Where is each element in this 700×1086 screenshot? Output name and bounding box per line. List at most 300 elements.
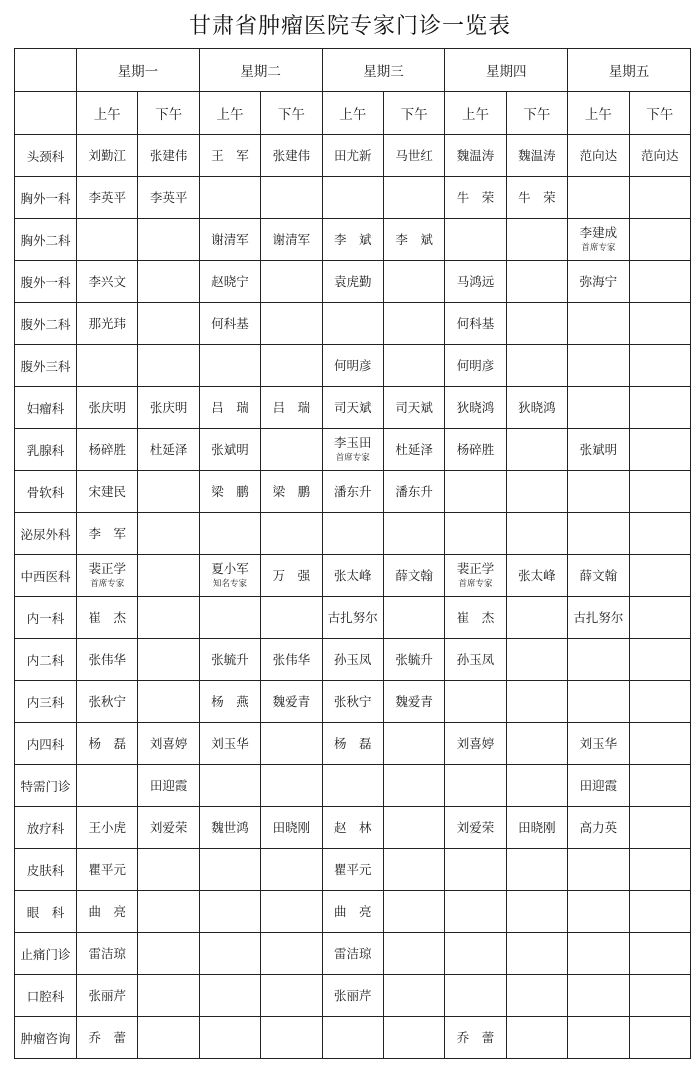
- doctor-cell: [506, 345, 567, 387]
- doctor-cell: [138, 891, 199, 933]
- doctor-cell: [383, 639, 444, 681]
- doctor-cell: [383, 807, 444, 849]
- doctor-name: 魏世鸿: [211, 819, 249, 835]
- doctor-cell: [77, 429, 138, 471]
- doctor-cell: [629, 219, 690, 261]
- doctor-cell: [199, 261, 260, 303]
- doctor-cell: [383, 135, 444, 177]
- doctor-cell: [445, 933, 506, 975]
- doctor-name: 李英平: [149, 189, 188, 205]
- doctor-name: 杨碎胜: [456, 441, 495, 457]
- doctor-cell: [77, 555, 138, 597]
- doctor-name: 万 强: [272, 567, 311, 583]
- doctor-cell: [199, 177, 260, 219]
- table-row: [15, 723, 691, 765]
- doctor-cell: [383, 219, 444, 261]
- doctor-cell: [445, 471, 506, 513]
- doctor-cell: [568, 933, 629, 975]
- doctor-name: 牛 荣: [456, 189, 495, 205]
- doctor-cell: [77, 891, 138, 933]
- slot-header: 下午: [383, 92, 444, 135]
- doctor-cell: [629, 513, 690, 555]
- table-row: [15, 849, 691, 891]
- doctor-cell: [322, 135, 383, 177]
- doctor-cell: [506, 177, 567, 219]
- doctor-cell: [568, 681, 629, 723]
- doctor-name: 杨碎胜: [88, 441, 126, 457]
- doctor-cell: [138, 639, 199, 681]
- doctor-cell: [138, 513, 199, 555]
- doctor-name: 张庆明: [149, 399, 188, 415]
- department-cell: 中西医科: [15, 555, 77, 597]
- doctor-cell: [77, 513, 138, 555]
- doctor-cell: [568, 639, 629, 681]
- doctor-name: 张丽芹: [334, 987, 372, 1003]
- doctor-cell: [445, 849, 506, 891]
- doctor-name: 潘东升: [334, 483, 372, 499]
- doctor-cell: [568, 219, 629, 261]
- doctor-cell: [77, 387, 138, 429]
- doctor-cell: [383, 345, 444, 387]
- doctor-cell: [322, 639, 383, 681]
- doctor-name: 夏小军: [211, 561, 249, 576]
- doctor-name: 张庆明: [88, 399, 126, 415]
- doctor-cell: [568, 303, 629, 345]
- day-header: 星期三: [322, 49, 445, 92]
- doctor-cell: [568, 975, 629, 1017]
- doctor-name: 牛 荣: [518, 189, 556, 205]
- doctor-cell: [199, 849, 260, 891]
- doctor-cell: [138, 177, 199, 219]
- department-cell: 乳腺科: [15, 429, 77, 471]
- doctor-name: 瞿平元: [334, 861, 372, 877]
- doctor-cell: [199, 513, 260, 555]
- doctor-name: 魏爱青: [395, 693, 433, 709]
- doctor-cell: [506, 765, 567, 807]
- doctor-name: 张秋宁: [334, 693, 372, 709]
- doctor-cell: [506, 891, 567, 933]
- doctor-cell: [629, 807, 690, 849]
- doctor-name: 李玉田: [334, 435, 372, 450]
- doctor-cell: [199, 303, 260, 345]
- doctor-cell: [77, 303, 138, 345]
- doctor-name: 裴正学: [88, 561, 126, 576]
- doctor-cell: [568, 471, 629, 513]
- corner-cell: [15, 92, 77, 135]
- department-cell: 泌尿外科: [15, 513, 77, 555]
- corner-cell: [15, 49, 77, 92]
- doctor-name: 梁 鹏: [272, 483, 311, 499]
- doctor-name: 范向达: [579, 147, 618, 163]
- doctor-name: 薛文翰: [395, 567, 433, 583]
- doctor-cell: [199, 471, 260, 513]
- doctor-cell: [506, 681, 567, 723]
- table-row: [15, 471, 691, 513]
- doctor-name: 谢清军: [272, 231, 311, 247]
- doctor-name: 张斌明: [211, 441, 249, 457]
- doctor-cell: [629, 975, 690, 1017]
- doctor-name: 赵晓宁: [211, 273, 249, 289]
- doctor-name: 张建伟: [272, 147, 311, 163]
- doctor-cell: [629, 429, 690, 471]
- doctor-cell: [629, 891, 690, 933]
- doctor-cell: [322, 303, 383, 345]
- doctor-name: 李建成: [579, 225, 618, 240]
- doctor-cell: [445, 639, 506, 681]
- doctor-cell: [629, 681, 690, 723]
- department-cell: 皮肤科: [15, 849, 77, 891]
- doctor-cell: [261, 849, 322, 891]
- doctor-cell: [629, 303, 690, 345]
- doctor-cell: [383, 849, 444, 891]
- doctor-cell: [138, 471, 199, 513]
- doctor-cell: [322, 219, 383, 261]
- doctor-name: 张伟华: [88, 651, 126, 667]
- doctor-name: 谢清军: [211, 231, 249, 247]
- doctor-cell: [77, 177, 138, 219]
- table-row: [15, 303, 691, 345]
- doctor-cell: [199, 345, 260, 387]
- slot-header: 上午: [77, 92, 138, 135]
- doctor-cell: [77, 933, 138, 975]
- doctor-cell: [506, 933, 567, 975]
- doctor-name: 孙玉凤: [456, 651, 495, 667]
- doctor-cell: [445, 681, 506, 723]
- doctor-cell: [506, 471, 567, 513]
- doctor-name: 刘玉华: [579, 735, 618, 751]
- doctor-cell: [383, 933, 444, 975]
- doctor-cell: [629, 345, 690, 387]
- doctor-cell: [199, 429, 260, 471]
- doctor-cell: [322, 1017, 383, 1059]
- doctor-cell: [383, 429, 444, 471]
- doctor-cell: [261, 975, 322, 1017]
- doctor-cell: [445, 1017, 506, 1059]
- doctor-name: 崔 杰: [456, 609, 495, 625]
- doctor-cell: [445, 975, 506, 1017]
- doctor-cell: [568, 345, 629, 387]
- doctor-cell: [629, 933, 690, 975]
- doctor-cell: [568, 1017, 629, 1059]
- doctor-cell: [322, 933, 383, 975]
- schedule-table: [14, 48, 691, 1059]
- department-cell: 内一科: [15, 597, 77, 639]
- doctor-cell: [568, 513, 629, 555]
- doctor-cell: [568, 891, 629, 933]
- doctor-cell: [506, 597, 567, 639]
- doctor-cell: [138, 681, 199, 723]
- doctor-cell: [261, 597, 322, 639]
- department-cell: 腹外二科: [15, 303, 77, 345]
- doctor-name: 马世红: [395, 147, 433, 163]
- doctor-name: 何明彦: [456, 357, 495, 373]
- doctor-name: 田尤新: [334, 147, 372, 163]
- doctor-name: 何科基: [456, 315, 495, 331]
- doctor-cell: [445, 135, 506, 177]
- day-header: 星期四: [445, 49, 568, 92]
- doctor-cell: [506, 1017, 567, 1059]
- doctor-name: 刘喜婷: [149, 735, 188, 751]
- doctor-cell: [138, 135, 199, 177]
- doctor-cell: [322, 429, 383, 471]
- doctor-cell: [445, 513, 506, 555]
- doctor-cell: [77, 681, 138, 723]
- slot-header-row: [15, 92, 691, 135]
- doctor-cell: [445, 303, 506, 345]
- doctor-cell: [383, 555, 444, 597]
- doctor-cell: [199, 1017, 260, 1059]
- doctor-title-note: 首席专家: [458, 579, 493, 589]
- doctor-name: 赵 林: [334, 819, 372, 835]
- doctor-name: 张丽芹: [88, 987, 126, 1003]
- doctor-cell: [629, 471, 690, 513]
- doctor-name: 杜延泽: [149, 441, 188, 457]
- slot-header: 下午: [506, 92, 567, 135]
- table-row: [15, 555, 691, 597]
- department-cell: 内三科: [15, 681, 77, 723]
- doctor-cell: [77, 849, 138, 891]
- doctor-cell: [506, 219, 567, 261]
- doctor-cell: [568, 135, 629, 177]
- doctor-cell: [322, 387, 383, 429]
- doctor-name: 司天斌: [334, 399, 372, 415]
- doctor-cell: [322, 891, 383, 933]
- table-row: [15, 597, 691, 639]
- doctor-name: 裴正学: [456, 561, 495, 576]
- doctor-cell: [629, 135, 690, 177]
- doctor-cell: [77, 471, 138, 513]
- doctor-name: 雷洁琼: [334, 945, 372, 961]
- doctor-cell: [383, 1017, 444, 1059]
- doctor-cell: [77, 723, 138, 765]
- slot-header: 下午: [138, 92, 199, 135]
- doctor-cell: [138, 807, 199, 849]
- doctor-cell: [445, 429, 506, 471]
- table-row: [15, 975, 691, 1017]
- doctor-cell: [138, 555, 199, 597]
- doctor-cell: [629, 261, 690, 303]
- doctor-cell: [261, 345, 322, 387]
- doctor-name: 张毓升: [211, 651, 249, 667]
- doctor-cell: [322, 177, 383, 219]
- doctor-name: 马鸿远: [456, 273, 495, 289]
- doctor-cell: [322, 471, 383, 513]
- doctor-cell: [445, 387, 506, 429]
- doctor-name: 李 斌: [334, 231, 372, 247]
- doctor-name: 何科基: [211, 315, 249, 331]
- slot-header: 下午: [261, 92, 322, 135]
- doctor-name: 田晓刚: [272, 819, 311, 835]
- doctor-cell: [138, 387, 199, 429]
- doctor-cell: [261, 639, 322, 681]
- doctor-name: 李 斌: [395, 231, 433, 247]
- department-cell: 止痛门诊: [15, 933, 77, 975]
- doctor-cell: [199, 639, 260, 681]
- doctor-name: 狄晓鸿: [456, 399, 495, 415]
- table-row: [15, 135, 691, 177]
- doctor-name: 袁虎勤: [334, 273, 372, 289]
- doctor-name: 弥海宁: [579, 273, 618, 289]
- department-cell: 口腔科: [15, 975, 77, 1017]
- doctor-cell: [261, 891, 322, 933]
- doctor-cell: [199, 975, 260, 1017]
- table-row: [15, 387, 691, 429]
- slot-header: 上午: [199, 92, 260, 135]
- doctor-cell: [261, 303, 322, 345]
- doctor-cell: [138, 303, 199, 345]
- department-cell: 内二科: [15, 639, 77, 681]
- table-row: [15, 177, 691, 219]
- doctor-cell: [383, 387, 444, 429]
- doctor-name: 司天斌: [395, 399, 433, 415]
- doctor-cell: [199, 933, 260, 975]
- slot-header: 上午: [322, 92, 383, 135]
- doctor-title-note: 首席专家: [335, 453, 370, 463]
- doctor-title-note: 首席专家: [90, 579, 125, 589]
- doctor-cell: [383, 891, 444, 933]
- doctor-name: 魏爱青: [272, 693, 311, 709]
- doctor-cell: [568, 723, 629, 765]
- doctor-name: 潘东升: [395, 483, 433, 499]
- doctor-cell: [199, 807, 260, 849]
- doctor-name: 李英平: [88, 189, 126, 205]
- table-row: [15, 891, 691, 933]
- doctor-cell: [322, 849, 383, 891]
- doctor-cell: [506, 261, 567, 303]
- page-title: 甘肃省肿瘤医院专家门诊一览表: [188, 14, 511, 39]
- department-cell: 内四科: [15, 723, 77, 765]
- table-row: [15, 429, 691, 471]
- doctor-cell: [199, 597, 260, 639]
- doctor-name: 刘爱荣: [149, 819, 188, 835]
- doctor-cell: [322, 597, 383, 639]
- doctor-cell: [445, 261, 506, 303]
- doctor-name: 田迎霞: [149, 777, 188, 793]
- doctor-cell: [261, 219, 322, 261]
- doctor-name: 王 军: [211, 147, 249, 163]
- department-cell: 骨软科: [15, 471, 77, 513]
- doctor-cell: [77, 1017, 138, 1059]
- doctor-cell: [506, 513, 567, 555]
- doctor-name: 崔 杰: [88, 609, 126, 625]
- doctor-name: 刘喜婷: [456, 735, 495, 751]
- doctor-cell: [138, 261, 199, 303]
- doctor-cell: [138, 597, 199, 639]
- doctor-name: 杨 燕: [211, 693, 249, 709]
- doctor-cell: [629, 723, 690, 765]
- doctor-name: 乔 蕾: [88, 1029, 126, 1045]
- doctor-name: 宋建民: [88, 483, 126, 499]
- doctor-cell: [138, 765, 199, 807]
- doctor-name: 田晓刚: [518, 819, 556, 835]
- doctor-cell: [261, 1017, 322, 1059]
- department-cell: 特需门诊: [15, 765, 77, 807]
- doctor-cell: [322, 765, 383, 807]
- doctor-cell: [568, 429, 629, 471]
- doctor-name: 张斌明: [579, 441, 618, 457]
- doctor-cell: [77, 261, 138, 303]
- doctor-name: 孙玉凤: [334, 651, 372, 667]
- doctor-cell: [506, 723, 567, 765]
- table-row: [15, 681, 691, 723]
- doctor-cell: [568, 807, 629, 849]
- doctor-cell: [322, 681, 383, 723]
- doctor-cell: [199, 765, 260, 807]
- doctor-cell: [261, 555, 322, 597]
- doctor-name: 高力英: [579, 819, 618, 835]
- doctor-cell: [629, 849, 690, 891]
- doctor-cell: [199, 681, 260, 723]
- doctor-name: 狄晓鸿: [518, 399, 556, 415]
- department-cell: 头颈科: [15, 135, 77, 177]
- doctor-cell: [261, 387, 322, 429]
- doctor-name: 张伟华: [272, 651, 311, 667]
- doctor-cell: [261, 177, 322, 219]
- doctor-cell: [445, 555, 506, 597]
- doctor-cell: [383, 303, 444, 345]
- doctor-name: 何明彦: [334, 357, 372, 373]
- doctor-cell: [138, 429, 199, 471]
- doctor-cell: [199, 135, 260, 177]
- doctor-cell: [322, 975, 383, 1017]
- doctor-cell: [506, 303, 567, 345]
- doctor-cell: [506, 807, 567, 849]
- doctor-cell: [77, 345, 138, 387]
- day-header-row: [15, 49, 691, 92]
- slot-header: 上午: [445, 92, 506, 135]
- doctor-cell: [322, 555, 383, 597]
- day-header: 星期二: [199, 49, 322, 92]
- doctor-cell: [322, 513, 383, 555]
- doctor-name: 吕 瑞: [211, 399, 249, 415]
- doctor-cell: [629, 177, 690, 219]
- department-cell: 胸外二科: [15, 219, 77, 261]
- doctor-cell: [568, 555, 629, 597]
- doctor-name: 刘玉华: [211, 735, 249, 751]
- doctor-cell: [445, 807, 506, 849]
- doctor-name: 杨 磊: [334, 735, 372, 751]
- department-cell: 放疗科: [15, 807, 77, 849]
- doctor-cell: [261, 933, 322, 975]
- doctor-name: 张建伟: [149, 147, 188, 163]
- doctor-cell: [506, 135, 567, 177]
- doctor-name: 刘爱荣: [456, 819, 495, 835]
- doctor-cell: [138, 219, 199, 261]
- day-header: 星期五: [568, 49, 691, 92]
- doctor-cell: [199, 219, 260, 261]
- doctor-cell: [138, 849, 199, 891]
- doctor-cell: [77, 975, 138, 1017]
- department-cell: 腹外一科: [15, 261, 77, 303]
- doctor-name: 李 军: [88, 525, 126, 541]
- doctor-cell: [445, 219, 506, 261]
- doctor-name: 杨 磊: [88, 735, 126, 751]
- doctor-cell: [568, 765, 629, 807]
- doctor-cell: [77, 765, 138, 807]
- doctor-name: 李兴文: [88, 273, 126, 289]
- doctor-cell: [322, 807, 383, 849]
- department-cell: 眼 科: [15, 891, 77, 933]
- department-cell: 腹外三科: [15, 345, 77, 387]
- doctor-name: 田迎霞: [579, 777, 618, 793]
- doctor-cell: [383, 177, 444, 219]
- doctor-name: 张太峰: [334, 567, 372, 583]
- doctor-cell: [322, 723, 383, 765]
- doctor-cell: [383, 597, 444, 639]
- doctor-name: 范向达: [640, 147, 679, 163]
- doctor-cell: [629, 555, 690, 597]
- doctor-cell: [568, 261, 629, 303]
